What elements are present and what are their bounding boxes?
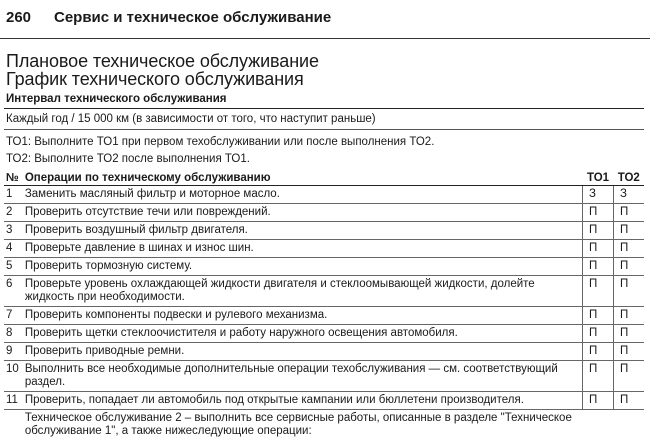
row-to2: П xyxy=(614,307,645,325)
footer-to2-cell xyxy=(614,410,645,441)
row-to2: П xyxy=(614,361,645,392)
maintenance-table xyxy=(4,171,644,440)
table-row xyxy=(4,325,644,343)
footer-num-cell xyxy=(4,410,19,441)
row-to2: П xyxy=(614,276,645,307)
table-footer-note: Техническое обслуживание 2 – выполнить все сервисные работы, описанные в разделе "Техническое обслуживание 1", а также нижеследующие операции: xyxy=(19,410,583,441)
row-number: 3 xyxy=(4,222,19,240)
row-to1: П xyxy=(583,343,614,361)
header-num: № xyxy=(6,172,19,184)
table-row xyxy=(4,258,644,276)
page-header xyxy=(6,9,331,29)
row-operation: Проверьте уровень охлаждающей жидкости двигателя и стеклоомывающей жидкости, долейте жидкость при необходимости. xyxy=(19,276,583,307)
row-to1: П xyxy=(583,258,614,276)
row-to1: П xyxy=(583,307,614,325)
header-operation: Операции по техническому обслуживанию xyxy=(19,171,583,186)
row-to2: П xyxy=(614,240,645,258)
row-number: 5 xyxy=(4,258,19,276)
row-to1: П xyxy=(583,240,614,258)
row-to2: П xyxy=(614,258,645,276)
row-number: 8 xyxy=(4,325,19,343)
running-title: Сервис и техническое обслуживание xyxy=(54,9,332,26)
row-to1: П xyxy=(583,222,614,240)
header-to2: ТО2 xyxy=(614,171,645,186)
row-to1: П xyxy=(583,276,614,307)
row-number: 7 xyxy=(4,307,19,325)
row-operation: Проверить воздушный фильтр двигателя. xyxy=(19,222,583,240)
table-row xyxy=(4,343,644,361)
row-to2: П xyxy=(614,204,645,222)
table-row xyxy=(4,222,644,240)
subsection-title: График технического обслуживания xyxy=(6,69,304,89)
table-row xyxy=(4,204,644,222)
row-number: 9 xyxy=(4,343,19,361)
page-number: 260 xyxy=(6,9,32,26)
row-number: 2 xyxy=(4,204,19,222)
header-divider xyxy=(0,38,650,39)
table-footer-row xyxy=(4,410,644,441)
row-operation: Заменить масляный фильтр и моторное масло. xyxy=(19,186,583,204)
row-operation: Проверить отсутствие течи или повреждений. xyxy=(19,204,583,222)
table-row xyxy=(4,240,644,258)
table-row xyxy=(4,307,644,325)
row-to1: П xyxy=(583,204,614,222)
row-operation: Проверить компоненты подвески и рулевого механизма. xyxy=(19,307,583,325)
row-operation: Проверить тормозную систему. xyxy=(19,258,583,276)
row-number: 6 xyxy=(4,276,19,307)
row-operation: Проверьте давление в шинах и износ шин. xyxy=(19,240,583,258)
table-row xyxy=(4,361,644,392)
table-header-row xyxy=(4,171,644,186)
row-to2: П xyxy=(614,222,645,240)
section-title: Плановое техническое обслуживание xyxy=(6,51,319,71)
row-to2: П xyxy=(614,325,645,343)
interval-bottom-divider xyxy=(4,129,644,130)
interval-divider xyxy=(4,108,644,109)
note-to2: ТО2: Выполните ТО2 после выполнения ТО1. xyxy=(6,153,250,165)
row-number: 4 xyxy=(4,240,19,258)
table-row xyxy=(4,186,644,204)
row-to1: П xyxy=(583,392,614,410)
row-to2: З xyxy=(614,186,645,204)
row-operation: Проверить щетки стеклоочистителя и работу наружного освещения автомобиля. xyxy=(19,325,583,343)
row-operation: Проверить, попадает ли автомобиль под открытые кампании или бюллетени производителя. xyxy=(19,392,583,410)
row-number: 11 xyxy=(4,392,19,410)
row-operation: Проверить приводные ремни. xyxy=(19,343,583,361)
note-to1: ТО1: Выполните ТО1 при первом техобслуживании или после выполнения ТО2. xyxy=(6,136,435,148)
table-row xyxy=(4,392,644,410)
row-to2: П xyxy=(614,392,645,410)
row-to1: П xyxy=(583,361,614,392)
row-operation: Выполнить все необходимые дополнительные операции техобслуживания — см. соответствующий раздел. xyxy=(19,361,583,392)
interval-label: Интервал технического обслуживания xyxy=(6,93,227,105)
row-number: 10 xyxy=(4,361,19,392)
row-to1: П xyxy=(583,325,614,343)
table-row xyxy=(4,276,644,307)
row-number: 1 xyxy=(4,186,19,204)
interval-value: Каждый год / 15 000 км (в зависимости от того, что наступит раньше) xyxy=(6,113,376,125)
footer-to1-cell xyxy=(583,410,614,441)
row-to2: П xyxy=(614,343,645,361)
row-to1: З xyxy=(583,186,614,204)
header-to1: ТО1 xyxy=(583,171,614,186)
